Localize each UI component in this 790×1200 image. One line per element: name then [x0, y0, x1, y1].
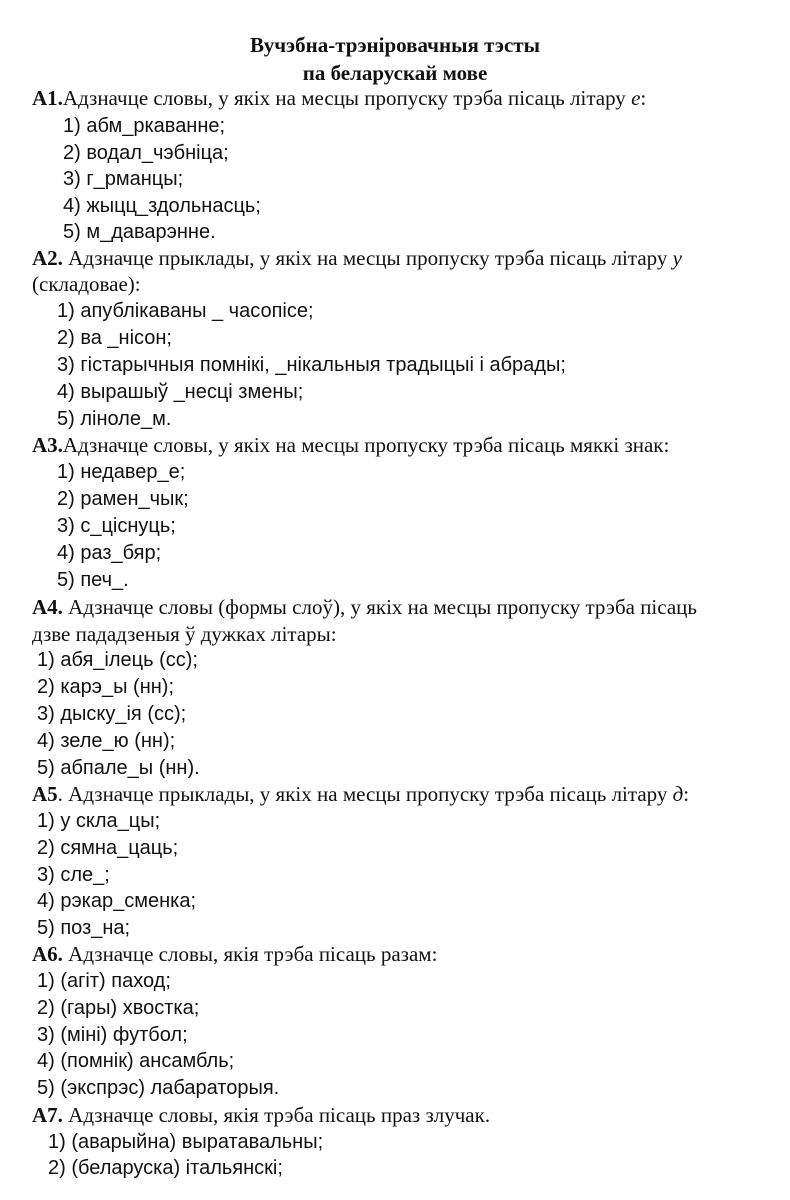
question-a2 [32, 245, 682, 272]
option: 3) гістарычныя помнікі, _нікальныя традыцыі і абрады; [57, 354, 566, 376]
option: 5) печ_. [57, 569, 129, 591]
question-a1 [32, 85, 646, 112]
question-text: Адзначце словы, у якіх на месцы пропуску трэба пісаць літару [62, 86, 632, 110]
option: 2) (беларуска) італьянскі; [48, 1157, 283, 1179]
question-text: Адзначце словы, якія трэба пісаць праз злучак. [62, 1103, 491, 1127]
option: 4) жыцц_здольнасць; [63, 195, 261, 217]
option: 1) абм_ркаванне; [63, 115, 226, 137]
italic-letter: у [672, 246, 682, 270]
question-label: А2. [32, 246, 63, 270]
option: 5) (экспрэс) лабараторыя. [37, 1077, 280, 1099]
question-a7 [32, 1102, 490, 1129]
question-a5 [32, 781, 689, 808]
option: 5) м_даварэнне. [63, 221, 216, 243]
option: 3) г_рманцы; [63, 168, 184, 190]
question-a3 [32, 432, 669, 459]
italic-letter: е [631, 86, 641, 110]
question-label: А1. [32, 86, 63, 110]
italic-letter: д [672, 782, 684, 806]
question-continuation: дзве пададзеныя ў дужках літары: [32, 622, 337, 646]
page-title-line-2: па беларускай мове [302, 61, 488, 85]
option: 2) водал_чэбніца; [63, 142, 229, 164]
option: 2) рамен_чык; [57, 488, 189, 510]
option: 4) вырашыў _несці змены; [57, 381, 304, 403]
option: 3) (міні) футбол; [37, 1024, 188, 1046]
option: 1) у скла_цы; [37, 810, 161, 832]
option: 4) зеле_ю (нн); [37, 730, 176, 752]
page-title-line-1: Вучэбна-трэніровачныя тэсты [249, 33, 541, 57]
question-text: Адзначце прыклады, у якіх на месцы пропуску трэба пісаць літару [62, 246, 673, 270]
option: 2) сямна_цаць; [37, 837, 179, 859]
question-continuation: (складовае): [32, 272, 141, 296]
option: 1) абя_ілець (сс); [37, 649, 198, 671]
option: 2) ва _нісон; [57, 327, 172, 349]
option: 1) (агіт) паход; [37, 970, 171, 992]
question-a4 [32, 594, 697, 621]
question-label: А5 [32, 782, 58, 806]
question-tail: : [683, 782, 690, 806]
option: 4) рэкар_сменка; [37, 890, 197, 912]
question-label: А4. [32, 595, 63, 619]
question-text: . Адзначце прыклады, у якіх на месцы пропуску трэба пісаць літару [57, 782, 673, 806]
question-text: Адзначце словы, якія трэба пісаць разам: [62, 942, 438, 966]
option: 3) сле_; [37, 864, 110, 886]
question-a6 [32, 941, 437, 968]
question-tail: : [640, 86, 647, 110]
option: 5) ліноле_м. [57, 408, 172, 430]
question-label: А6. [32, 942, 63, 966]
option: 1) апублікаваны _ часопісе; [57, 300, 314, 322]
option: 1) (аварыйна) выратавальны; [48, 1131, 324, 1153]
question-label: А7. [32, 1103, 63, 1127]
question-text: Адзначце словы, у якіх на месцы пропуску трэба пісаць мяккі знак: [62, 433, 670, 457]
option: 3) дыску_ія (сс); [37, 703, 187, 725]
option: 2) карэ_ы (нн); [37, 676, 175, 698]
option: 2) (гары) хвостка; [37, 997, 200, 1019]
option: 4) (помнік) ансамбль; [37, 1050, 235, 1072]
question-label: А3. [32, 433, 63, 457]
option: 5) абпале_ы (нн). [37, 757, 200, 779]
option: 4) раз_бяр; [57, 542, 162, 564]
option: 1) недавер_е; [57, 461, 186, 483]
option: 5) поз_на; [37, 917, 131, 939]
question-text: Адзначце словы (формы слоў), у якіх на месцы пропуску трэба пісаць [62, 595, 697, 619]
option: 3) с_цiснуць; [57, 515, 176, 537]
